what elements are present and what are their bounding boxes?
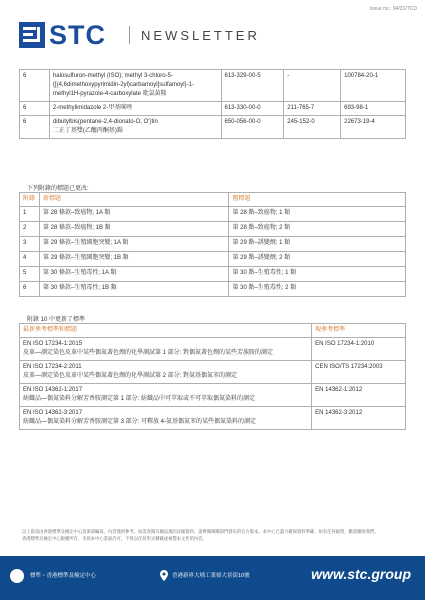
appendix-number: 5 <box>20 267 40 282</box>
appendix-number: 4 <box>20 252 40 267</box>
substance-table <box>19 69 406 139</box>
old-title: 第 28 點–致癌物; 2 類 <box>229 222 406 237</box>
index-number: 613-330-00-0 <box>221 102 284 116</box>
appendix-number: 3 <box>20 237 40 252</box>
column-header: 附錄 <box>20 193 40 207</box>
disclaimer: 以上資訊由香港標準及檢定中心技術部編寫，內容僅供參考。如需查閱有關法規的詳細資料，請參閱相關部門發布的官方版本。本中心已盡力確保資料準確，如有任何疑問，歡迎聯絡我們。 香港標準及檢定中心版權所有，未經本中心書面許可，不得以任何形式轉載或複製本文件的內容。 <box>22 529 379 541</box>
table-row <box>20 222 406 237</box>
substance-name: halosulfuron-methyl (ISO); methyl 3-chloro-5- {[(4,6dimethoxypyrimidin-2yl)carbamoyl]sulfamoyl}-1- methyl1H-pyrazole-4-carboxylate 吡氯黃隆 <box>49 70 221 102</box>
table-header-row <box>20 324 406 338</box>
standards-caption: 附錄 10 中更新了標準 <box>27 317 86 323</box>
column-header: 舊標題 <box>229 193 406 207</box>
current-standard: EN 14362-3:2012 <box>312 407 406 430</box>
table-row <box>20 361 406 384</box>
appendix-number: 6 <box>20 282 40 297</box>
current-standard: EN 14362-1:2012 <box>312 384 406 407</box>
page-footer <box>0 556 425 600</box>
location-pin-icon <box>160 570 168 581</box>
cas-number: 100784-20-1 <box>341 70 406 102</box>
footer-address: 香港新界大埔工業邨大景街10號 <box>172 573 250 579</box>
page-header <box>19 22 409 48</box>
table-row <box>20 384 406 407</box>
new-standard: EN ISO 17234-1:2015 皮革—測定染色皮革中某些偶氮著色劑的化學測試第 1 部分: 對偶氮著色劑的某些芳族胺的測定 <box>20 338 312 361</box>
cas-number: 22673-19-4 <box>341 116 406 139</box>
new-title: 第 28 條款–致癌物; 1B 類 <box>39 222 228 237</box>
column-header: 現參考標準 <box>312 324 406 338</box>
ec-number: - <box>284 70 341 102</box>
table-row <box>20 252 406 267</box>
old-title: 第 30 點–生殖毒性; 2 類 <box>229 282 406 297</box>
appendix-title-table <box>19 192 406 297</box>
column-header: 最新參考標準和標題 <box>20 324 312 338</box>
row-number: 6 <box>20 70 50 102</box>
old-title: 第 28 點–致癌物; 1 類 <box>229 207 406 222</box>
table-row <box>20 207 406 222</box>
old-title: 第 30 點–生殖毒性; 1 類 <box>229 267 406 282</box>
new-standard: EN ISO 14362-1:2017 紡織品—偶氮染料分解芳香胺測定第 1 部分: 紡織品中可萃取或不可萃取偶氮染料的測定 <box>20 384 312 407</box>
new-standard: EN ISO 14362-3:2017 紡織品—偶氮染料分解芳香胺測定第 3 部分: 可釋放 4-氨基偶氮苯的某些偶氮染料的測定 <box>20 407 312 430</box>
new-title: 第 28 條款–致癌物; 1A 類 <box>39 207 228 222</box>
table-header-row <box>20 193 406 207</box>
seal-icon <box>10 569 24 583</box>
ec-number: 245-152-0 <box>284 116 341 139</box>
index-number: 613-329-00-5 <box>221 70 284 102</box>
table-row <box>20 338 406 361</box>
table-row <box>20 237 406 252</box>
appendix-title-caption: 下列附錄的標題已更改: <box>27 186 89 192</box>
column-header: 新標題 <box>39 193 228 207</box>
current-standard: CEN ISO/TS 17234:2003 <box>312 361 406 384</box>
old-title: 第 29 點–誘變劑; 1 類 <box>229 237 406 252</box>
logo-text: STC <box>49 20 106 50</box>
cas-number: 693-98-1 <box>341 102 406 116</box>
new-standard: EN ISO 17234-2:2011 皮革—測定染色皮革中某些偶氮著色劑的化學測試第 2 部分: 對氨基偶氮苯的測定 <box>20 361 312 384</box>
table-row <box>20 70 406 102</box>
table-row <box>20 102 406 116</box>
substance-name: dibutylbis(pentane-2,4-dionato-O, O')tin 二正丁基雙(乙醯丙酮基)錫 <box>49 116 221 139</box>
index-number: 650-056-00-0 <box>221 116 284 139</box>
table-row <box>20 407 406 430</box>
current-standard: EN ISO 17234-1:2010 <box>312 338 406 361</box>
row-number: 6 <box>20 116 50 139</box>
new-title: 第 29 條款–生殖細胞突變; 1A 類 <box>39 237 228 252</box>
new-title: 第 30 條款–生殖毒性; 1B 類 <box>39 282 228 297</box>
table-row <box>20 116 406 139</box>
ec-number: 211-765-7 <box>284 102 341 116</box>
footer-organization: 標準・香港標準及檢定中心 <box>30 573 97 579</box>
table-row <box>20 282 406 297</box>
table-row <box>20 267 406 282</box>
standards-table <box>19 323 406 430</box>
appendix-number: 2 <box>20 222 40 237</box>
new-title: 第 29 條款–生殖細胞突變; 1B 類 <box>39 252 228 267</box>
issue-number: Issue no.: 94/21/TCD <box>369 6 417 12</box>
row-number: 6 <box>20 102 50 116</box>
appendix-number: 1 <box>20 207 40 222</box>
newsletter-title: NEWSLETTER <box>141 28 260 43</box>
website-link[interactable]: www.stc.group <box>311 566 411 582</box>
old-title: 第 29 點–誘變劑; 2 類 <box>229 252 406 267</box>
header-divider <box>129 26 130 44</box>
substance-name: 2-methylimidazole 2-甲基咪唑 <box>49 102 221 116</box>
stc-logo-icon <box>19 22 45 48</box>
new-title: 第 30 條款–生殖毒性; 1A 類 <box>39 267 228 282</box>
